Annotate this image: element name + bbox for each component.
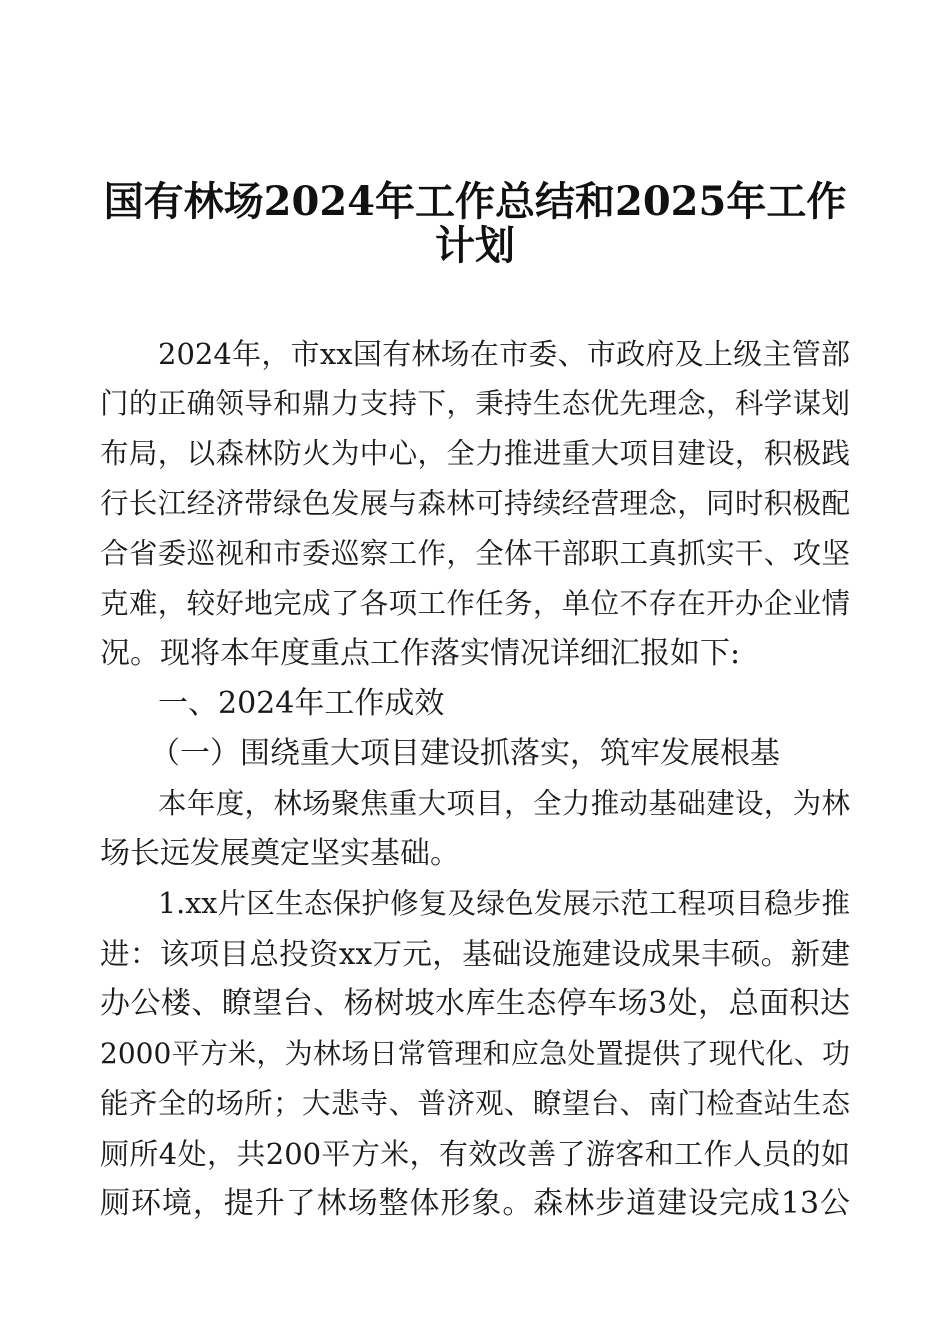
body-text: 办公楼、瞭望台、杨树坡水库生态停车场3处，总面积达 — [100, 986, 850, 1021]
paragraph-line — [0, 484, 950, 524]
paragraph-line — [0, 534, 950, 574]
paragraph-line — [0, 1184, 950, 1224]
subsection-heading: （一）围绕重大项目建设抓落实，筑牢发展根基 — [150, 736, 780, 771]
body-text: 行长江经济带绿色发展与森林可持续经营理念，同时积极配 — [100, 487, 850, 520]
paragraph-line — [0, 1084, 950, 1124]
body-text: 厕所4处，共200平方米，有效改善了游客和工作人员的如 — [100, 1137, 850, 1171]
paragraph-line — [0, 1134, 950, 1174]
body-text: 能齐全的场所；大悲寺、普济观、瞭望台、南门检查站生态 — [100, 1087, 850, 1120]
paragraph-line — [0, 434, 950, 474]
body-text: 本年度，林场聚焦重大项目，全力推动基础建设，为林 — [158, 787, 850, 820]
body-text: 1.xx片区生态保护修复及绿色发展示范工程项目稳步推 — [158, 887, 850, 920]
body-text: 进：该项目总投资xx万元，基础设施建设成果丰硕。新建 — [100, 937, 850, 971]
paragraph-line — [0, 784, 950, 824]
section-heading-line — [0, 684, 950, 724]
body-text: 克难，较好地完成了各项工作任务，单位不存在开办企业情 — [100, 587, 850, 620]
body-text: 合省委巡视和市委巡察工作，全体干部职工真抓实干、攻坚 — [100, 537, 850, 570]
paragraph-line — [0, 834, 950, 874]
body-text: 场长远发展奠定坚实基础。 — [100, 836, 460, 871]
paragraph-line — [0, 634, 950, 674]
subsection-heading-line — [0, 734, 950, 774]
body-text: 布局，以森林防火为中心，全力推进重大项目建设，积极践 — [100, 437, 850, 470]
paragraph-line — [0, 934, 950, 974]
paragraph-line — [0, 984, 950, 1024]
section-heading: 一、2024年工作成效 — [158, 686, 445, 721]
body-text: 2000平方米，为林场日常管理和应急处置提供了现代化、功 — [100, 1037, 850, 1070]
paragraph-line — [0, 1034, 950, 1074]
body-text: 厕环境，提升了林场整体形象。森林步道建设完成13公 — [100, 1186, 850, 1221]
document-title-line-2: 计划 — [435, 222, 515, 269]
body-text: 况。现将本年度重点工作落实情况详细汇报如下: — [100, 636, 741, 671]
paragraph-line — [0, 884, 950, 924]
body-text: 门的正确领导和鼎力支持下，秉持生态优先理念，科学谋划 — [100, 387, 850, 420]
document-title-line-1: 国有林场2024年工作总结和2025年工作 — [103, 178, 847, 225]
body-text: 2024年，市xx国有林场在市委、市政府及上级主管部 — [158, 337, 850, 371]
paragraph-line — [0, 584, 950, 624]
paragraph-line — [0, 384, 950, 424]
paragraph-line — [0, 334, 950, 374]
